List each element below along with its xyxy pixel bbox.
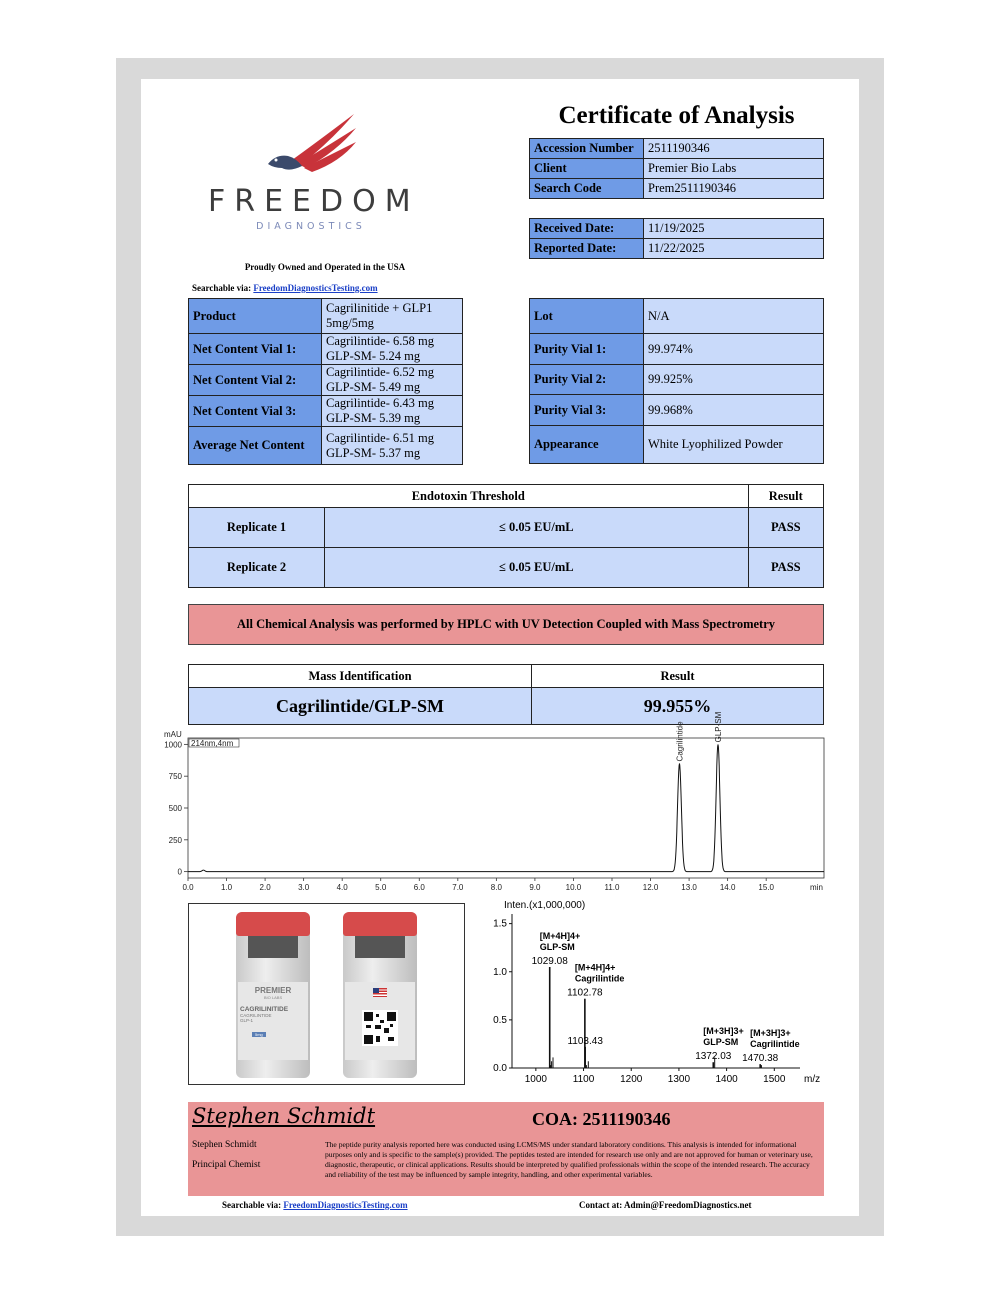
x-tick-label: 4.0 [336,883,348,892]
vial-product-l3: GLP-1 [240,1018,254,1023]
footer-searchable-label: Searchable via: [222,1200,282,1210]
net-content-vial1-label: Net Content Vial 1: [189,334,322,365]
x-tick-label: 15.0 [758,883,774,892]
mass-name: Cagrilintide/GLP-SM [189,688,532,725]
x-tick-label: 1300 [667,1074,691,1085]
reported-date-label: Reported Date: [530,239,644,259]
page-title: Certificate of Analysis [558,102,795,129]
peak-mz-label: 1029.08 [531,955,568,967]
vial-neck [355,936,405,958]
purity-vial3-label: Purity Vial 3: [530,395,644,426]
species-label: Cagrilintide [750,1039,800,1050]
table-header-row [189,665,824,688]
species-label: GLP-SM [703,1037,739,1048]
qr-code-icon [362,1010,398,1046]
table-row [189,334,463,365]
accession-value: 2511190346 [644,139,824,159]
x-tick-label: 12.0 [642,883,659,892]
disclaimer: The peptide purity analysis reported here was conducted using LCMS/MS under standard laboratory conditions. This analysis is intended for informational purposes only and is specific to the sample(s) provided. The peptides tested are intended for research use only and are not approved for human or veterinary use, diagnostic, therapeutic, or clinical applications. Results should be interpreted by qualified professionals within the scope of the intended research. The accuracy and reliability of the test may be influenced by sample integrity, handling, and other experimental variables. [325,1140,813,1179]
vial1-line2: GLP-SM- 5.24 mg [326,349,421,363]
peak-mz-label: 1372.03 [695,1051,732,1063]
replicate-threshold: ≤ 0.05 EU/mL [325,508,749,548]
net-content-vial2-value [322,365,463,396]
x-tick-label: 1400 [715,1074,738,1085]
product-table [188,298,463,465]
x-tick-label: 3.0 [298,883,310,892]
table-row [530,395,824,426]
x-tick-label: 1200 [620,1074,643,1085]
purity-vial3-value: 99.968% [644,395,824,426]
y-tick-label: 250 [168,835,182,845]
x-tick-label: 5.0 [375,883,387,892]
mass-spectrum [482,896,832,1090]
x-tick-label: 1100 [572,1074,595,1085]
tagline: Proudly Owned and Operated in the USA [244,262,406,272]
x-tick-label: 0.0 [182,883,194,892]
x-tick-label: 1.0 [220,883,233,892]
appearance-value: White Lyophilized Powder [644,426,824,464]
y-axis-label: mAU [164,730,182,739]
x-axis-label: m/z [804,1074,821,1085]
y-tick-label: 750 [168,772,182,782]
table-row [530,239,824,259]
avg-line2: GLP-SM- 5.37 mg [326,445,421,460]
x-tick-label: 14.0 [719,883,736,892]
vial1-line1: Cagrilintide- 6.58 mg [326,334,434,348]
purity-vial1-label: Purity Vial 1: [530,334,644,365]
vial-product: CAGRILINITIDE [240,1006,289,1013]
eagle-logo-icon [262,112,358,178]
vial-label [345,982,415,1060]
received-date-value: 11/19/2025 [644,219,824,239]
signature-script: Stephen Schmidt [192,1104,376,1128]
net-content-vial1-value [322,334,463,365]
table-row [530,179,824,199]
chemist-name: Stephen Schmidt [192,1140,257,1150]
x-tick-label: 8.0 [490,883,502,892]
searchable-top [192,283,378,293]
footer-contact: Contact at: Admin@FreedomDiagnostics.net [579,1200,752,1210]
purity-vial2-value: 99.925% [644,365,824,395]
table-row [189,548,824,588]
y-tick-label: 0.0 [493,1063,507,1074]
footer-searchable-link[interactable]: FreedomDiagnosticsTesting.com [283,1200,408,1210]
appearance-label: Appearance [530,426,644,464]
searchable-link[interactable]: FreedomDiagnosticsTesting.com [253,283,378,293]
net-content-vial3-label: Net Content Vial 3: [189,396,322,427]
y-tick-label: 0 [177,867,182,877]
vial2-line1: Cagrilintide- 6.52 mg [326,365,434,379]
endotoxin-table [188,484,824,588]
result-header: Result [748,485,823,508]
vial-brand: PREMIER [254,986,292,995]
average-net-content-label: Average Net Content [189,427,322,465]
footer-searchable [222,1200,408,1210]
vial-cap [343,912,417,936]
y-tick-label: 500 [168,804,182,813]
purity-vial1-value: 99.974% [644,334,824,365]
vial-photo [188,903,465,1085]
searchable-label: Searchable via: [192,283,252,293]
replicate-result: PASS [748,508,823,548]
vial-badge: 5mg [252,1032,266,1037]
vial-neck [248,936,298,958]
y-tick-label: 1.5 [493,918,507,930]
mass-result-header: Result [532,665,824,688]
table-row [189,508,824,548]
table-row [530,299,824,334]
x-tick-label: 7.0 [452,883,464,892]
table-row [189,688,824,725]
vial2-line2: GLP-SM- 5.49 mg [326,380,421,394]
search-code-value: Prem2511190346 [644,179,824,199]
purity-vial2-label: Purity Vial 2: [530,365,644,395]
vial-back [343,912,417,1078]
ion-label: [M+4H]4+ [574,962,616,973]
vial-brand-sub: BIO LABS [263,995,283,1000]
search-code-label: Search Code [530,179,644,199]
average-net-content-value [322,427,463,465]
dates-table [529,218,824,259]
peak-mz-label: 1470.38 [742,1053,779,1065]
peak-mz-label: 1102.78 [567,987,603,999]
x-tick-label: 1000 [524,1074,547,1085]
hplc-chromatogram [160,711,830,892]
vial-label [238,982,308,1060]
replicate-name: Replicate 1 [189,508,325,548]
y-tick-label: 0.5 [493,1014,507,1026]
purity-table [529,298,824,464]
table-row [530,219,824,239]
x-tick-label: 11.0 [604,883,620,892]
ion-label: [M+3H]3+ [750,1028,791,1039]
accession-label: Accession Number [530,139,644,159]
mass-table [188,664,824,725]
net-content-vial2-label: Net Content Vial 2: [189,365,322,396]
product-value-line1: Cagrilinitide + GLP1 [326,301,433,315]
vial-product-l2: CAGRILINTIDE [240,1013,272,1018]
method-banner [188,604,824,645]
logo-subtitle: DIAGNOSTICS [256,221,366,232]
x-axis-label: min [810,883,823,892]
table-header-row [189,485,824,508]
table-row [189,299,463,334]
table-row [189,427,463,465]
table-row [189,365,463,396]
coa-number: COA: 2511190346 [532,1109,671,1129]
accession-table [529,138,824,199]
method-banner-text: All Chemical Analysis was performed by HPLC with UV Detection Coupled with Mass Spectrometry [236,617,776,631]
vial3-line1: Cagrilintide- 6.43 mg [326,396,434,410]
ion-label: [M+3H]3+ [703,1026,744,1037]
plot-frame [188,738,824,878]
vial-front [236,912,310,1078]
peak-label: Cagrilintide [675,721,685,762]
replicate-threshold: ≤ 0.05 EU/mL [325,548,749,588]
endotoxin-header: Endotoxin Threshold [189,485,749,508]
product-label: Product [189,299,322,334]
lot-label: Lot [530,299,644,334]
vial-cap [236,912,310,936]
chemist-role: Principal Chemist [192,1160,261,1170]
reported-date-value: 11/22/2025 [644,239,824,259]
mass-header: Mass Identification [189,665,532,688]
y-axis-label: Inten.(x1,000,000) [504,900,586,911]
y-tick-label: 1000 [164,740,182,750]
received-date-label: Received Date: [530,219,644,239]
table-row [530,139,824,159]
table-row [530,159,824,179]
avg-line1: Cagrilintide- 6.51 mg [326,430,434,445]
y-tick-label: 1.0 [493,966,507,978]
x-tick-label: 13.0 [681,883,697,892]
ion-label: [M+4H]4+ [539,930,581,941]
vial3-line2: GLP-SM- 5.39 mg [326,411,421,425]
x-tick-label: 2.0 [259,883,271,892]
table-row [530,334,824,365]
product-value-line2: 5mg/5mg [326,316,374,330]
table-row [530,365,824,395]
x-tick-label: 10.0 [565,883,582,892]
legend-text: 214nm,4nm [191,739,234,748]
x-tick-label: 1500 [763,1074,786,1085]
client-value: Premier Bio Labs [644,159,824,179]
replicate-name: Replicate 2 [189,548,325,588]
species-label: Cagrilintide [574,973,625,984]
x-tick-label: 9.0 [529,883,541,892]
logo-wordmark: FREEDOM [208,184,420,219]
peak-mz-label: 1103.43 [567,1035,603,1047]
usa-flag-icon [373,988,387,997]
table-row [189,396,463,427]
replicate-result: PASS [748,548,823,588]
x-tick-label: 6.0 [413,883,425,892]
client-label: Client [530,159,644,179]
product-value [322,299,463,334]
mass-result: 99.955% [532,688,824,725]
lot-value: N/A [644,299,824,334]
table-row [530,426,824,464]
peak-label: GLP-SM [714,711,723,743]
net-content-vial3-value [322,396,463,427]
species-label: GLP-SM [539,941,575,952]
